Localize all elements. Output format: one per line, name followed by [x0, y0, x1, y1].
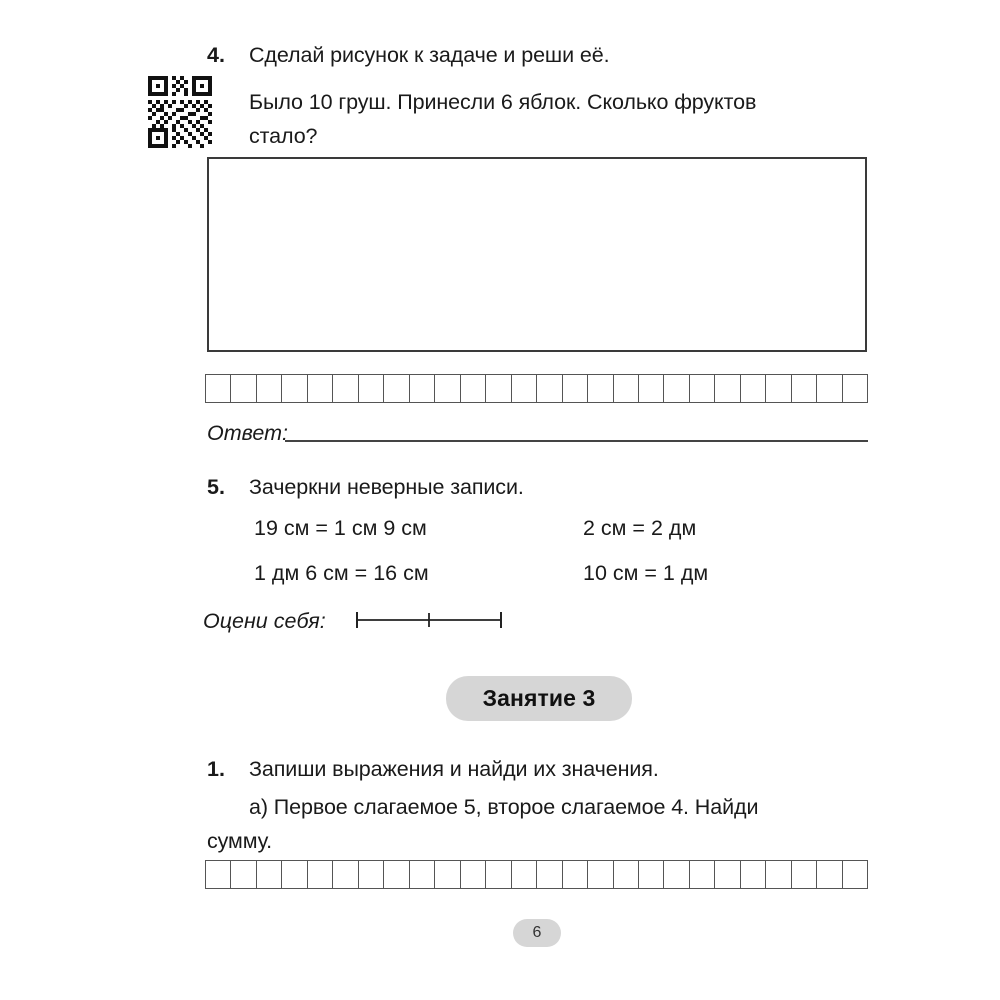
qr-code-icon[interactable] [148, 76, 212, 148]
grid-cell[interactable] [257, 861, 282, 888]
grid-cell[interactable] [563, 375, 588, 402]
task-5-expression-row-1-right[interactable]: 2 см = 2 дм [583, 516, 697, 540]
grid-cell[interactable] [715, 375, 740, 402]
grid-cell[interactable] [231, 861, 256, 888]
grid-cell[interactable] [333, 861, 358, 888]
grid-cell[interactable] [563, 861, 588, 888]
grid-cell[interactable] [410, 375, 435, 402]
grid-cell[interactable] [512, 861, 537, 888]
grid-cell[interactable] [461, 375, 486, 402]
grid-cell[interactable] [282, 375, 307, 402]
grid-cell[interactable] [817, 375, 842, 402]
grid-cell[interactable] [588, 375, 613, 402]
grid-cell[interactable] [410, 861, 435, 888]
grid-cell[interactable] [843, 861, 867, 888]
drawing-area[interactable] [207, 157, 867, 352]
grid-cell[interactable] [741, 375, 766, 402]
grid-cell[interactable] [486, 861, 511, 888]
page-number-label: 6 [532, 924, 542, 941]
task-4-problem-line-2: стало? [249, 124, 318, 148]
grid-cell[interactable] [639, 375, 664, 402]
grid-cell[interactable] [741, 861, 766, 888]
rating-scale-icon[interactable] [355, 608, 505, 632]
self-assessment-label: Оцени себя: [203, 609, 326, 633]
lesson-task-1-subitem-line-1: а) Первое слагаемое 5, второе слагаемое 4. Найди [249, 795, 759, 819]
grid-cell[interactable] [588, 861, 613, 888]
grid-cell[interactable] [664, 375, 689, 402]
lesson-task-1-subitem-line-2: сумму. [207, 829, 273, 853]
task-5-prompt: Зачеркни неверные записи. [249, 475, 524, 499]
grid-cell[interactable] [843, 375, 867, 402]
lesson-task-1-number: 1. [207, 757, 225, 781]
grid-cell[interactable] [384, 375, 409, 402]
task-5-number: 5. [207, 475, 225, 499]
grid-cell[interactable] [766, 861, 791, 888]
grid-cell[interactable] [486, 375, 511, 402]
lesson-task-1-prompt: Запиши выражения и найди их значения. [249, 757, 659, 781]
grid-cell[interactable] [282, 861, 307, 888]
grid-cell[interactable] [333, 375, 358, 402]
grid-cell[interactable] [715, 861, 740, 888]
grid-cell[interactable] [359, 375, 384, 402]
task-5-expression-row-1-left[interactable]: 19 см = 1 см 9 см [254, 516, 427, 540]
grid-cell[interactable] [664, 861, 689, 888]
task-4-problem-line-1: Было 10 груш. Принесли 6 яблок. Сколько фруктов [249, 90, 757, 114]
grid-cell[interactable] [257, 375, 282, 402]
grid-cell[interactable] [206, 375, 231, 402]
grid-cell[interactable] [537, 861, 562, 888]
task-4-prompt: Сделай рисунок к задаче и реши её. [249, 43, 610, 67]
lesson-badge-label: Занятие 3 [482, 685, 596, 711]
grid-cell[interactable] [206, 861, 231, 888]
grid-cell[interactable] [384, 861, 409, 888]
answer-grid-lesson-task-1[interactable] [205, 860, 868, 889]
grid-cell[interactable] [231, 375, 256, 402]
answer-label-task-4: Ответ: [207, 421, 288, 445]
page-number-badge [513, 919, 561, 947]
grid-cell[interactable] [690, 375, 715, 402]
grid-cell[interactable] [461, 861, 486, 888]
task-4-number: 4. [207, 43, 225, 67]
grid-cell[interactable] [308, 861, 333, 888]
grid-cell[interactable] [792, 861, 817, 888]
grid-cell[interactable] [817, 861, 842, 888]
lesson-badge [446, 676, 632, 721]
grid-cell[interactable] [639, 861, 664, 888]
grid-cell[interactable] [435, 861, 460, 888]
grid-cell[interactable] [537, 375, 562, 402]
grid-cell[interactable] [308, 375, 333, 402]
grid-cell[interactable] [766, 375, 791, 402]
grid-cell[interactable] [512, 375, 537, 402]
grid-cell[interactable] [435, 375, 460, 402]
grid-cell[interactable] [792, 375, 817, 402]
answer-write-line[interactable] [285, 440, 868, 442]
answer-grid-task-4[interactable] [205, 374, 868, 403]
task-5-expression-row-2-right[interactable]: 10 см = 1 дм [583, 561, 709, 585]
grid-cell[interactable] [690, 861, 715, 888]
grid-cell[interactable] [614, 375, 639, 402]
grid-cell[interactable] [359, 861, 384, 888]
task-5-expression-row-2-left[interactable]: 1 дм 6 см = 16 см [254, 561, 429, 585]
grid-cell[interactable] [614, 861, 639, 888]
